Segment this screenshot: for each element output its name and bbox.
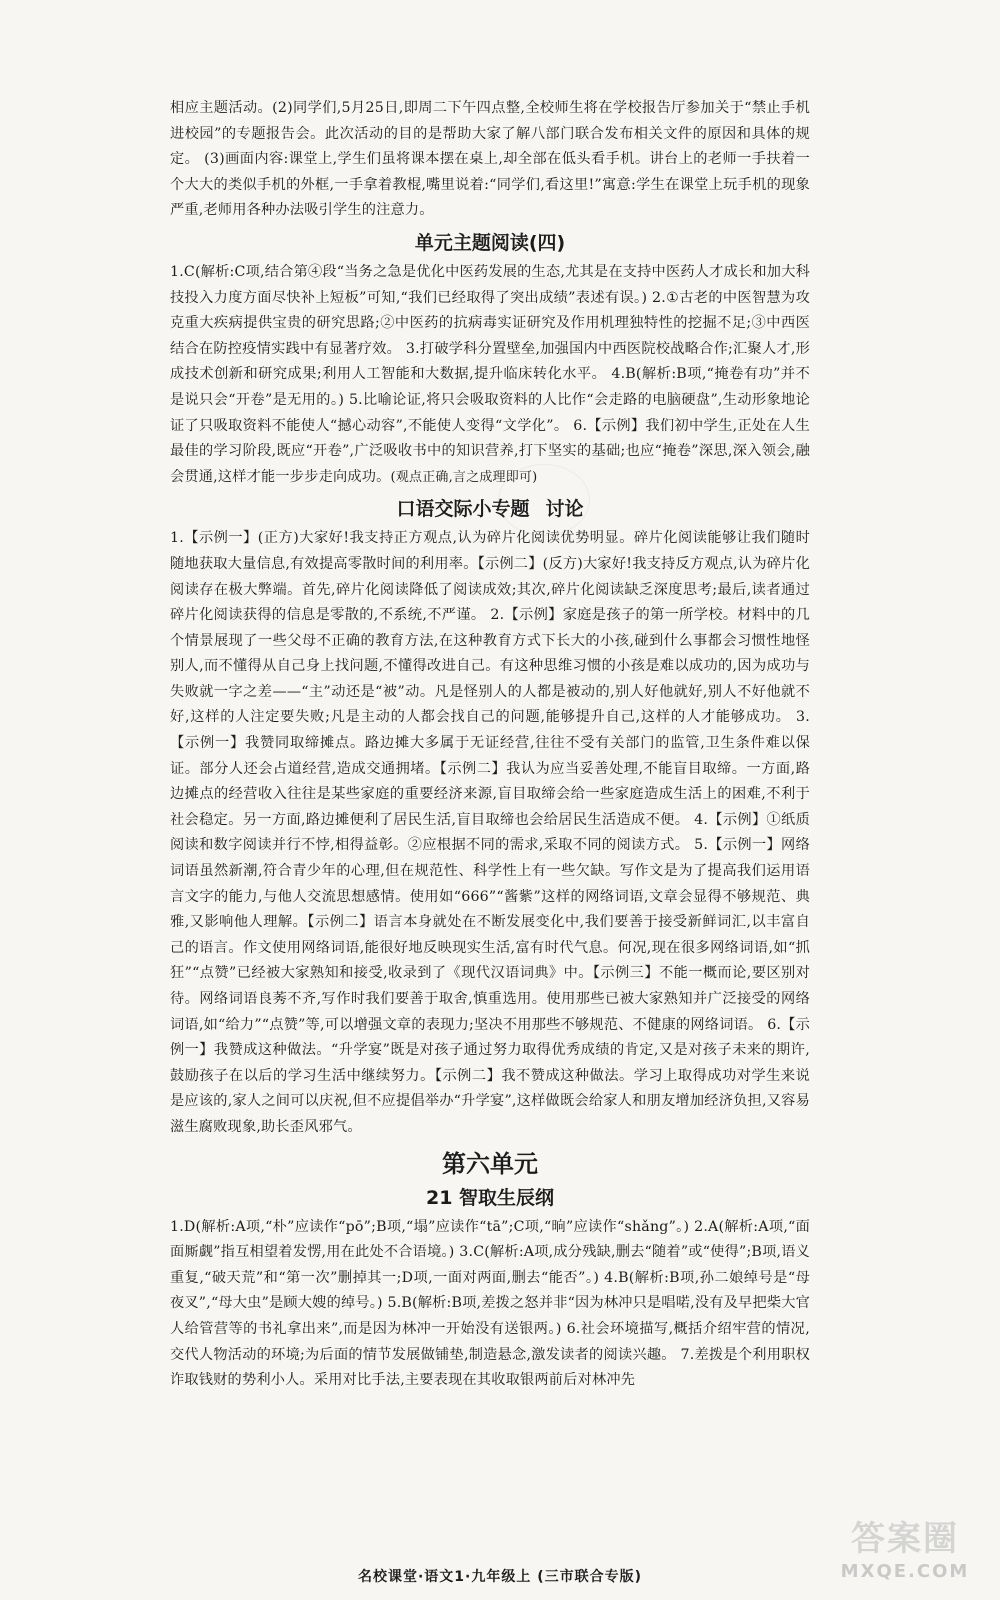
unit-reading-body: 1.C(解析:C项,结合第④段“当务之急是优化中医药发展的生态,尤其是在支持中医药人才成长和加大科技投入力度方面尽快补上短板”可知,“我们已经取得了突出成绩”表述有误。) 2.①古老的中医智慧为攻克重大疾病提供宝贵的研究思路;②中医药的抗病毒实证研究及作用机理独特性的挖掘不足;③中西医结合在防控疫情实践中有显著疗效。 3.打破学科分置壁垒,加强国内中西医院校战略合作;汇聚人才,形成技术创新和研究成果;利用人工智能和大数据,提升临床转化水平。 4.B(解析:B项,“掩卷有功”并不是说只会“开卷”是无用的。) 5.比喻论证,将只会吸取资料的人比作“会走路的电脑硬盘”,生动形象地论证了只吸取资料不能使人“撼心动容”,不能使人变得“文学化”。 6.【示例】我们初中学生,正处在人生最佳的学习阶段,既应“开卷”,广泛吸收书中的知识营养,打下坚实的基础;也应“掩卷”深思,深入领会,融会贯通,这样才能一步步走向成功。 bbox=[170, 263, 810, 485]
watermark-url: MXQE.COM bbox=[840, 1561, 970, 1582]
unit-six-title: 第六单元 bbox=[442, 1149, 538, 1178]
watermark-logo bbox=[830, 1510, 980, 1582]
unit-reading-note: (观点正确,言之成理即可) bbox=[390, 469, 538, 485]
watermark-logo-text: 答案圈 bbox=[851, 1518, 959, 1559]
page-footer: 名校课堂·语文1·九年级上 (三市联合专版) bbox=[357, 1569, 643, 1585]
section-heading-unit-reading: 单元主题阅读(四) bbox=[414, 231, 566, 254]
intro-paragraph: 相应主题活动。(2)同学们,5月25日,即周二下午四点整,全校师生将在学校报告厅参加关于“禁止手机进校园”的专题报告会。此次活动的目的是帮助大家了解八部门联合发布相关文件的原因和具体的规定。 (3)画面内容:课堂上,学生们虽将课本摆在桌上,却全部在低头看手机。讲台上的老师一手扶着一个大大的类似手机的外框,一手拿着教棍,嘴里说着:“同学们,看这里!”寓意:学生在课堂上玩手机的现象严重,老师用各种办法吸引学生的注意力。 bbox=[170, 100, 810, 219]
section-heading-oral-communication bbox=[170, 494, 810, 524]
oral-title-sub: 讨论 bbox=[545, 498, 584, 521]
oral-communication-answers: 1.【示例一】(正方)大家好!我支持正方观点,认为碎片化阅读优势明显。碎片化阅读能够让我们随时随地获取大量信息,有效提高零散时间的利用率。【示例二】(反方)大家好!我支持反方观点,认为碎片化阅读存在极大弊端。首先,碎片化阅读降低了阅读成效;其次,碎片化阅读缺乏深度思考;最后,读者通过碎片化阅读获得的信息是零散的,不系统,不严谨。 2.【示例】家庭是孩子的第一所学校。材料中的几个情景展现了一些父母不正确的教育方法,在这种教育方式下长大的小孩,碰到什么事都会习惯性地怪别人,而不懂得从自己身上找问题,不懂得改进自己。有这种思维习惯的小孩是难以成功的,因为成功与失败就一字之差——“主”动还是“被”动。凡是怪别人的人都是被动的,别人好他就好,别人不好他就不好,这样的人注定要失败;凡是主动的人都会找自己的问题,能够提升自己,这样的人才能够成功。 3.【示例一】我赞同取缔摊点。路边摊大多属于无证经营,往往不受有关部门的监管,卫生条件难以保证。部分人还会占道经营,造成交通拥堵。【示例二】我认为应当妥善处理,不能盲目取缔。一方面,路边摊点的经营收入往往是某些家庭的重要经济来源,盲目取缔会给一些家庭造成生活上的困难,不利于社会稳定。另一方面,路边摊便利了居民生活,盲目取缔也会给居民生活造成不便。 4.【示例】①纸质阅读和数字阅读并行不悖,相得益彰。②应根据不同的需求,采取不同的阅读方式。 5.【示例一】网络词语虽然新潮,符合青少年的心理,但在规范性、科学性上有一些欠缺。写作文是为了提高我们运用语言文字的能力,与他人交流思想感情。使用如“666”“酱紫”这样的网络词语,文章会显得不够规范、典雅,又影响他人理解。【示例二】语言本身就处在不断发展变化中,我们要善于接受新鲜词汇,以丰富自己的语言。作文使用网络词语,能很好地反映现实生活,富有时代气息。何况,现在很多网络词语,如“抓狂”“点赞”已经被大家熟知和接受,收录到了《现代汉语词典》中。【示例三】不能一概而论,要区别对待。网络词语良莠不齐,写作时我们要善于取舍,慎重选用。使用那些已被大家熟知并广泛接受的网络词语,如“给力”“点赞”等,可以增强文章的表现力;坚决不用那些不够规范、不健康的网络词语。 6.【示例一】我赞成这种做法。“升学宴”既是对孩子通过努力取得优秀成绩的肯定,又是对孩子未来的期许,鼓励孩子在以后的学习生活中继续努力。【示例二】我不赞成这种做法。学习上取得成功对学生来说是应该的,家人之间可以庆祝,但不应提倡举办“升学宴”,这样做既会给家人和朋友增加经济负担,又容易滋生腐败现象,助长歪风邪气。 bbox=[170, 530, 810, 1135]
unit-reading-answers bbox=[170, 260, 810, 490]
lesson-answers: 1.D(解析:A项,“朴”应读作“pō”;B项,“塌”应读作“tā”;C项,“晌”应读作“shǎng”。) 2.A(解析:A项,“面面厮觑”指互相望着发愣,用在此处不合语境。) 3.C(解析:A项,成分残缺,删去“随着”或“使得”;B项,语义重复,“破天荒”和“第一次”删掉其一;D项,一面对两面,删去“能否”。) 4.B(解析:B项,孙二娘绰号是“母夜叉”,“母大虫”是顾大嫂的绰号。) 5.B(解析:B项,差拨之怒并非“因为林冲只是唱喏,没有及早把柴大官人给管营等的书礼拿出来”,而是因为林冲一开始没有送银两。) 6.社会环境描写,概括介绍牢营的情况,交代人物活动的环境;为后面的情节发展做铺垫,制造悬念,激发读者的阅读兴趣。 7.差拨是个利用职权诈取钱财的势利小人。采用对比手法,主要表现在其收取银两前后对林冲先 bbox=[170, 1218, 810, 1389]
oral-title-main: 口语交际小专题 bbox=[396, 498, 530, 521]
answer-page bbox=[170, 96, 810, 1394]
faint-stamp-icon bbox=[498, 464, 590, 536]
lesson-title: 21 智取生辰纲 bbox=[425, 1186, 555, 1209]
